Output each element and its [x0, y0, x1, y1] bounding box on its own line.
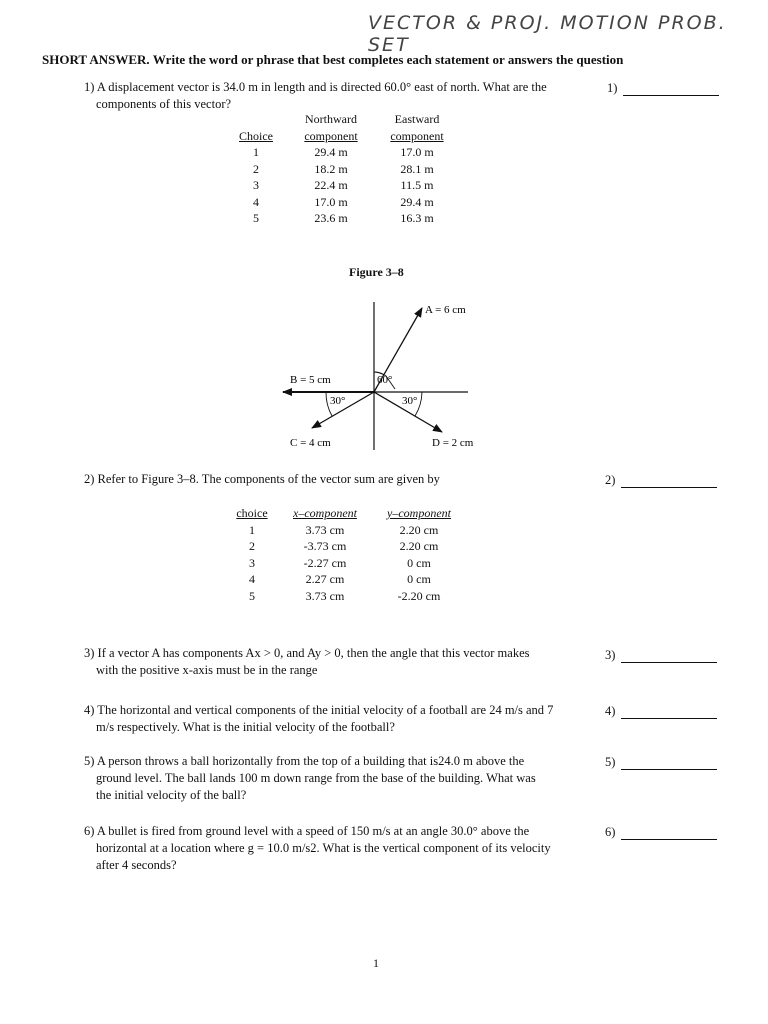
- question-4-line-2: m/s respectively. What is the initial velocity of the football?: [96, 720, 395, 734]
- q2-table: [228, 505, 464, 604]
- question-5-line-3: the initial velocity of the ball?: [96, 788, 247, 802]
- table-cell: 11.5 m: [400, 178, 434, 192]
- table-cell: 22.4 m: [314, 178, 348, 192]
- q1-table-top-2: Eastward: [394, 112, 440, 126]
- section-label: SHORT ANSWER.: [42, 52, 150, 67]
- question-5-line-1: 5) A person throws a ball horizontally from the top of a building that is24.0 m above the: [84, 754, 525, 768]
- vector-figure: [270, 290, 500, 460]
- answer-4-blank[interactable]: [621, 707, 717, 719]
- question-1-line-2: components of this vector?: [96, 97, 232, 111]
- question-6: [84, 823, 551, 874]
- table-cell: 23.6 m: [314, 211, 348, 225]
- q2-table-header-y: y–component: [387, 506, 451, 520]
- table-cell: 29.4 m: [314, 145, 348, 159]
- answer-2: [605, 473, 717, 488]
- answer-3-blank[interactable]: [621, 651, 717, 663]
- label-angle-60: 60°: [377, 374, 393, 386]
- table-cell: 17.0 m: [314, 194, 348, 209]
- label-angle-30-right: 30°: [402, 395, 418, 407]
- table-cell: 2: [253, 161, 259, 176]
- table-cell: 1: [253, 145, 259, 159]
- q1-table: [228, 111, 456, 227]
- table-cell: 3.73 cm: [305, 522, 345, 537]
- label-d: D = 2 cm: [432, 437, 474, 449]
- answer-6: [605, 825, 717, 840]
- q2-table-header-choice: choice: [236, 506, 268, 520]
- table-cell: 1: [249, 522, 255, 537]
- handwritten-title: VECTOR & PROJ. MOTION PROB. SET: [368, 12, 727, 56]
- label-angle-30-left: 30°: [330, 395, 346, 407]
- table-row: [228, 210, 456, 227]
- table-cell: 18.2 m: [314, 161, 348, 176]
- q1-table-header-east: component: [390, 128, 444, 143]
- table-cell: 0 cm: [407, 572, 431, 586]
- question-3-line-2: with the positive x-axis must be in the range: [96, 663, 318, 677]
- table-cell: -2.20 cm: [397, 588, 441, 603]
- table-cell: 29.4 m: [400, 194, 434, 209]
- figure-title: Figure 3–8: [349, 265, 404, 279]
- q1-table-header-north: component: [304, 128, 358, 143]
- answer-5-blank[interactable]: [621, 758, 717, 770]
- question-1-line-1: 1) A displacement vector is 34.0 m in length and is directed 60.0° east of north. What are the: [84, 80, 547, 94]
- table-cell: 5: [253, 211, 259, 225]
- answer-3-label: 3): [605, 648, 616, 662]
- table-cell: 17.0 m: [400, 145, 434, 159]
- table-cell: 3.73 cm: [305, 588, 345, 603]
- q1-table-top-1: Northward: [305, 112, 357, 126]
- answer-4-label: 4): [605, 704, 616, 718]
- question-6-line-2: horizontal at a location where g = 10.0 m/s2. What is the vertical component of its velocity: [96, 841, 551, 855]
- table-cell: -2.27 cm: [303, 555, 347, 570]
- q1-table-header-choice: Choice: [239, 128, 273, 143]
- label-c: C = 4 cm: [290, 437, 331, 449]
- page-number: 1: [373, 956, 379, 970]
- table-row: [228, 588, 464, 605]
- table-row: [228, 571, 464, 588]
- q2-table-header-x: x–component: [293, 506, 357, 520]
- question-1: [84, 79, 547, 113]
- table-cell: 2.27 cm: [305, 572, 345, 586]
- answer-1-label: 1): [607, 81, 618, 95]
- question-3-line-1: 3) If a vector A has components Ax > 0, and Ay > 0, then the angle that this vector makes: [84, 646, 530, 660]
- answer-4: [605, 704, 717, 719]
- question-6-line-1: 6) A bullet is fired from ground level with a speed of 150 m/s at an angle 30.0° above the: [84, 824, 530, 838]
- question-4: [84, 702, 553, 736]
- table-row: [228, 194, 456, 211]
- answer-2-label: 2): [605, 473, 616, 487]
- question-2: 2) Refer to Figure 3–8. The components of the vector sum are given by: [84, 472, 440, 486]
- table-cell: 4: [253, 194, 259, 209]
- table-row: [228, 522, 464, 539]
- section-instructions: Write the word or phrase that best completes each statement or answers the question: [152, 52, 624, 67]
- answer-1: [607, 81, 719, 96]
- label-b: B = 5 cm: [290, 374, 331, 386]
- table-cell: 3: [253, 178, 259, 192]
- answer-5: [605, 755, 717, 770]
- section-heading: [42, 52, 623, 68]
- table-row: [228, 144, 456, 161]
- q1-table-top-0: [228, 111, 284, 128]
- table-cell: 5: [249, 588, 255, 603]
- table-cell: 2.20 cm: [399, 539, 439, 553]
- answer-6-label: 6): [605, 825, 616, 839]
- table-cell: 0 cm: [407, 555, 431, 570]
- table-cell: 2.20 cm: [399, 522, 439, 537]
- question-4-line-1: 4) The horizontal and vertical components of the initial velocity of a football are 24 m/s and 7: [84, 703, 554, 717]
- answer-5-label: 5): [605, 755, 616, 769]
- label-a: A = 6 cm: [425, 304, 466, 316]
- answer-2-blank[interactable]: [621, 476, 717, 488]
- table-cell: 2: [249, 539, 255, 553]
- answer-6-blank[interactable]: [621, 828, 717, 840]
- question-5-line-2: ground level. The ball lands 100 m down range from the base of the building. What was: [96, 771, 536, 785]
- table-cell: 4: [249, 572, 255, 586]
- table-cell: 3: [249, 555, 255, 570]
- table-row: [228, 538, 464, 555]
- table-row: [228, 555, 464, 572]
- answer-3: [605, 648, 717, 663]
- table-cell: -3.73 cm: [303, 539, 347, 553]
- question-6-line-3: after 4 seconds?: [96, 858, 177, 872]
- table-cell: 16.3 m: [400, 211, 434, 225]
- table-row: [228, 161, 456, 178]
- question-3: [84, 645, 530, 679]
- answer-1-blank[interactable]: [623, 84, 719, 96]
- table-row: [228, 177, 456, 194]
- table-cell: 28.1 m: [400, 161, 434, 176]
- question-5: [84, 753, 536, 804]
